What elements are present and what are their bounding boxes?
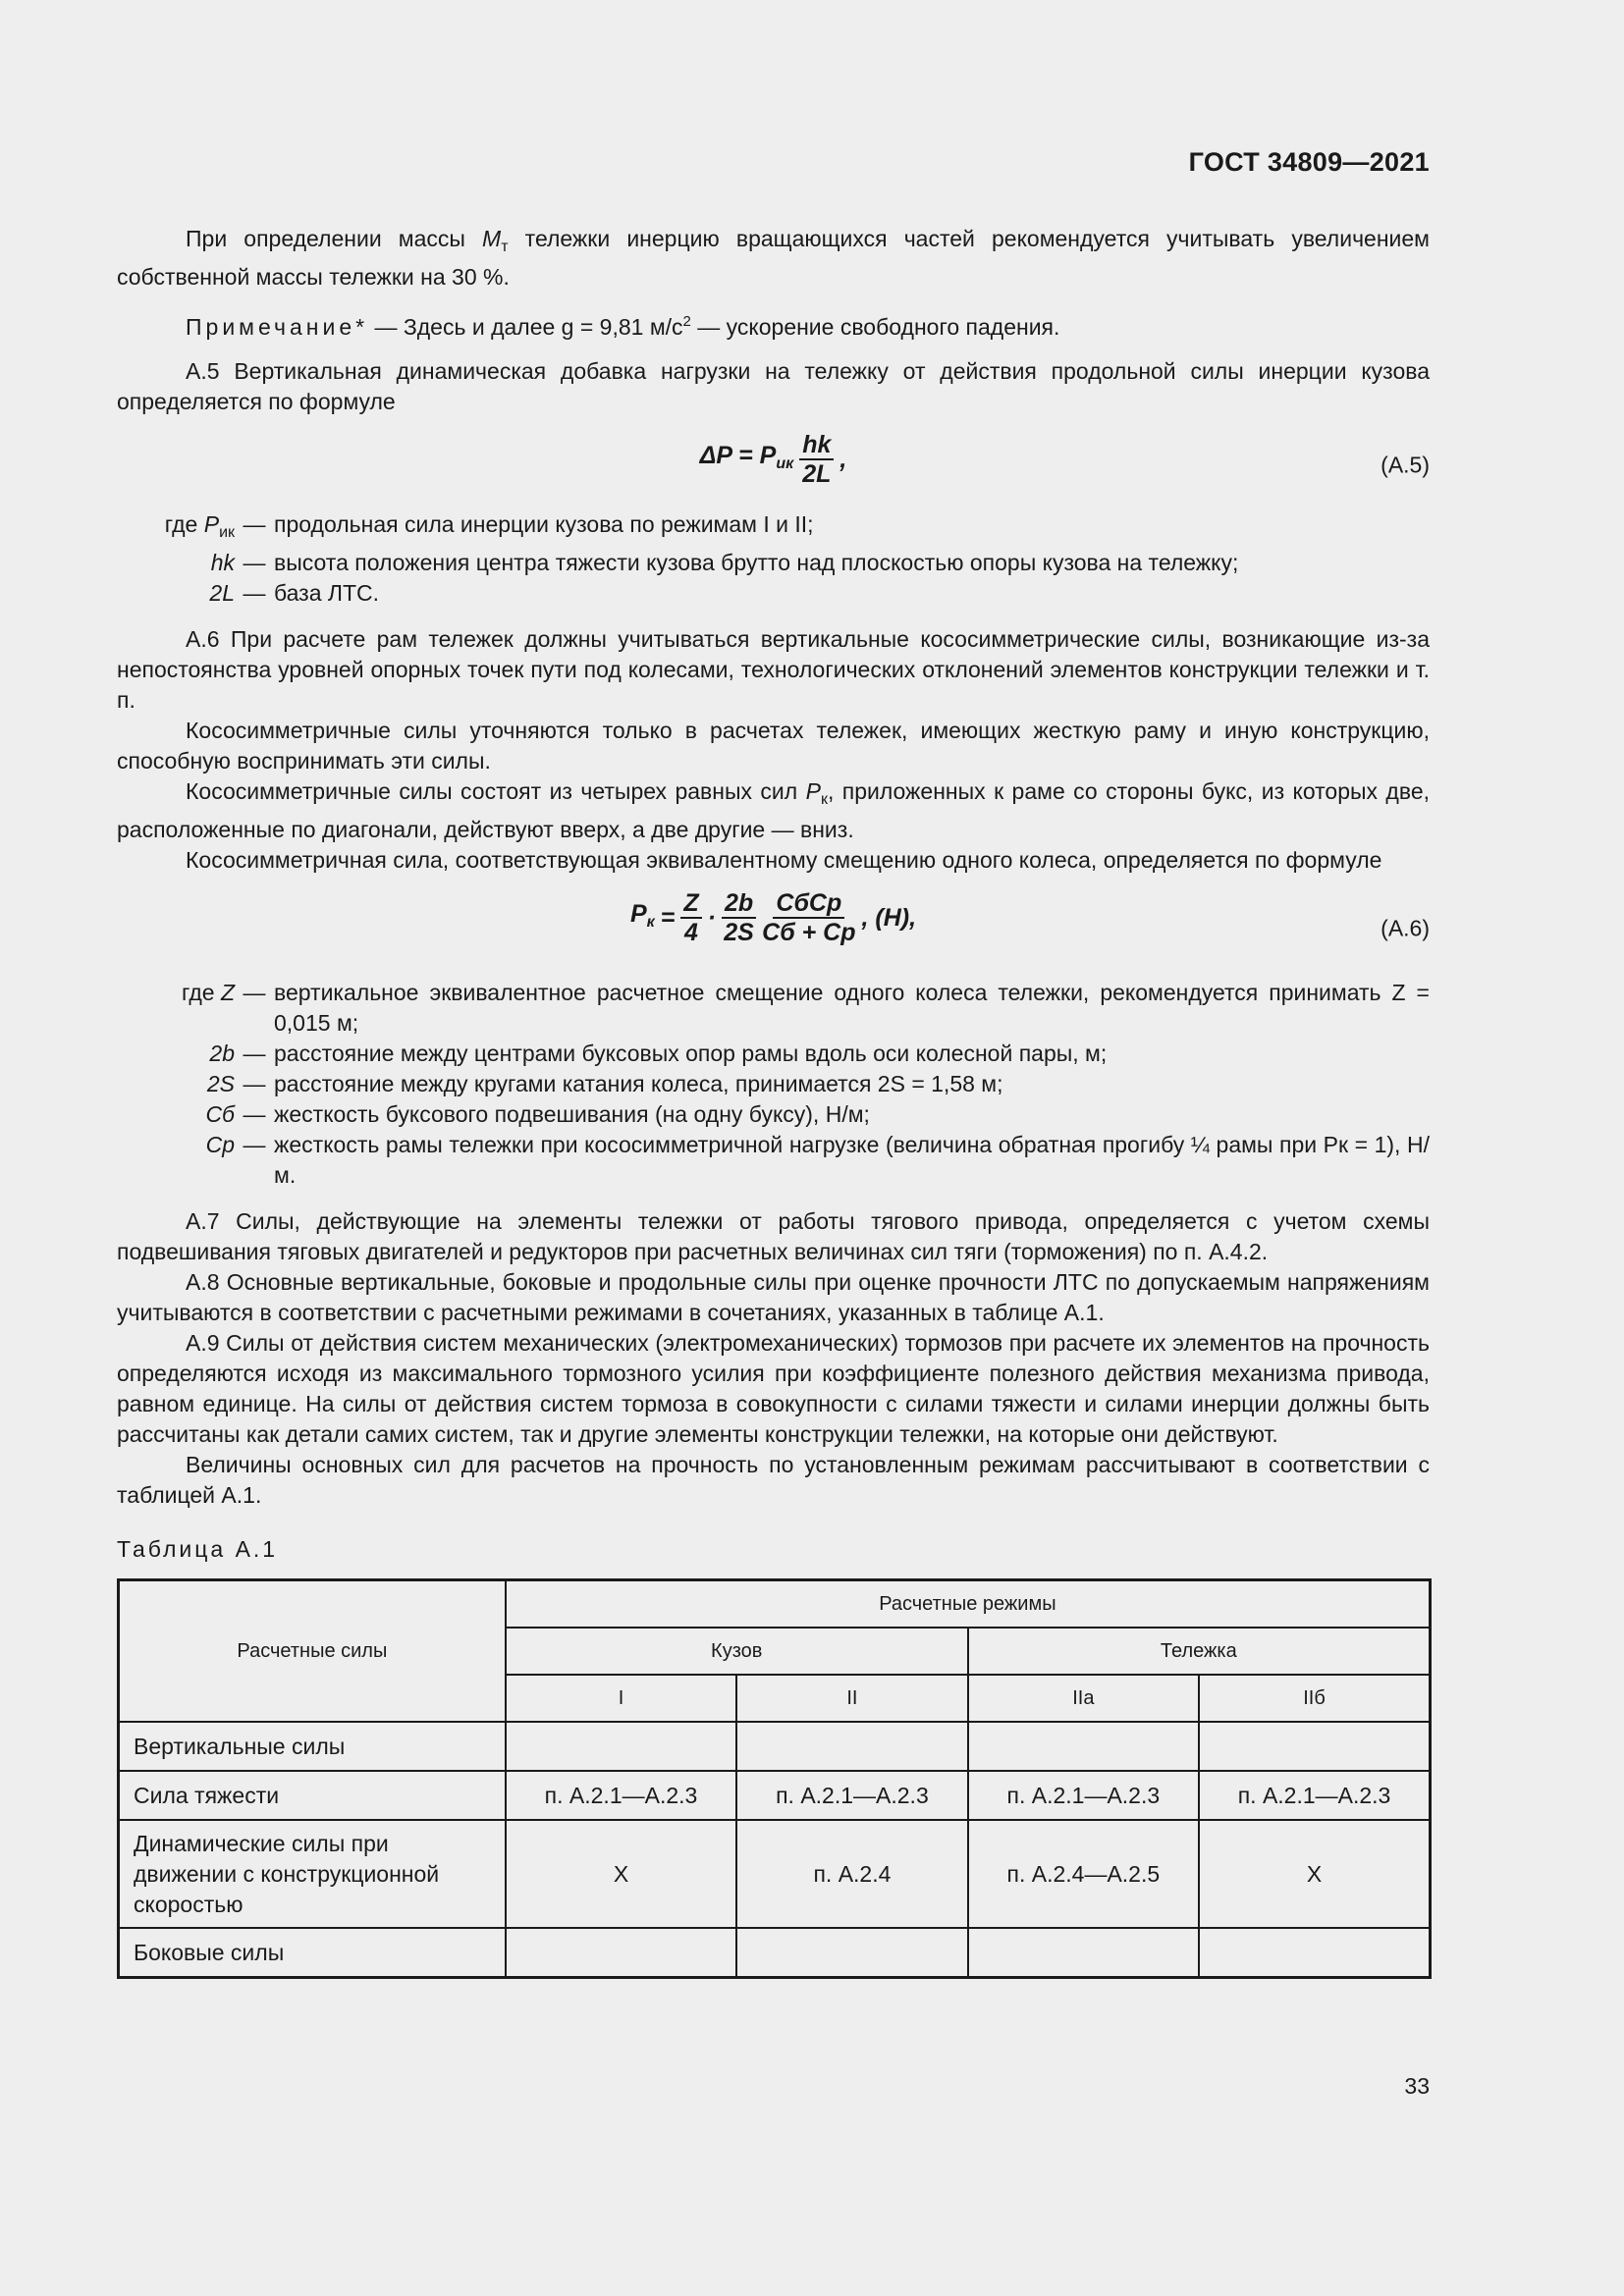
definitions-a6 [117, 978, 1430, 1191]
page-number: 33 [1404, 2073, 1430, 2099]
table-cell [736, 1722, 967, 1771]
table-caption: Таблица А.1 [117, 1536, 279, 1562]
paragraph-a6: А.6 При расчете рам тележек должны учитываться вертикальные кососимметрические силы, возникающие из-за непостоянства уровней опорных точек пути под колесами, технологических отклонений элементов конструкции тележки и т. п. [117, 626, 1430, 713]
header-bogie: Тележка [968, 1628, 1431, 1675]
paragraph-a7: А.7 Силы, действующие на элементы тележки от работы тягового привода, определяется с учетом схемы подвешивания тяговых двигателей и редукторов при расчетных величинах сил тяги (торможения) по п. А.4.2. [117, 1208, 1430, 1264]
table-cell [506, 1928, 736, 1978]
formula-a5: $\Delta P = P_{ик}$ $\frac{hk}{2L}$ , (А.5) [699, 431, 1430, 488]
row-label: Сила тяжести [119, 1771, 506, 1820]
header-mode-2a: IIa [968, 1675, 1199, 1722]
definition-row: где Z — вертикальное эквивалентное расчетное смещение одного колеса тележки, рекомендуется принимать Z = 0,015 м; [181, 980, 1430, 1036]
header-body: Кузов [506, 1628, 968, 1675]
paragraph-a5: А.5 Вертикальная динамическая добавка нагрузки на тележку от действия продольной силы инерции кузова определяется по формуле [117, 358, 1430, 414]
document-id-header: ГОСТ 34809—2021 [1188, 147, 1430, 177]
table-cell [968, 1722, 1199, 1771]
formula-number-a5: (А.5) [1380, 452, 1430, 478]
paragraph-a9-b: Величины основных сил для расчетов на прочность по установленным режимам рассчитывают в соответствии с таблицей А.1. [117, 1452, 1430, 1508]
row-label: Динамические силы при движении с конструкционной скоростью [119, 1820, 506, 1928]
paragraph-a6-d: Кососимметричная сила, соответствующая эквивалентному смещению одного колеса, определяется по формуле [186, 847, 1382, 873]
table-cell: Х [1199, 1820, 1430, 1928]
header-mode-2: II [736, 1675, 967, 1722]
table-cell: п. А.2.1—А.2.3 [1199, 1771, 1430, 1820]
table-cell: Х [506, 1820, 736, 1928]
definition-row: 2L — база ЛТС. [209, 580, 380, 606]
header-modes: Расчетные режимы [506, 1580, 1431, 1629]
definition-row: Cp — жесткость рамы тележки при кососимметричной нагрузке (величина обратная прогибу ¼ рамы при Pк = 1), Н/м. [205, 1132, 1430, 1188]
table-row [119, 1722, 1431, 1771]
table-cell: п. А.2.4—А.2.5 [968, 1820, 1199, 1928]
table-row [119, 1771, 1431, 1820]
table-cell: п. А.2.4 [736, 1820, 967, 1928]
definition-row: Cб — жесткость буксового подвешивания (на одну буксу), Н/м; [205, 1101, 870, 1127]
definition-row: 2S — расстояние между кругами катания колеса, принимается 2S = 1,58 м; [206, 1071, 1003, 1096]
page-content [117, 224, 1430, 1979]
definition-row: где $P_{ик}$ — продольная сила инерции кузова по режимам I и II; [164, 511, 814, 541]
row-label: Вертикальные силы [119, 1722, 506, 1771]
table-cell: п. А.2.1—А.2.3 [968, 1771, 1199, 1820]
paragraph-mass-note: При определении массы $M_т$ тележки инерцию вращающихся частей рекомендуется учитывать увеличением собственной массы тележки на 30 %. [117, 226, 1430, 290]
definition-row: hk — высота положения центра тяжести кузова брутто над плоскостью опоры кузова на тележку; [210, 550, 1239, 575]
fraction-stiffness: $\frac{\text{CбCp}}{Cб + Cp}$ [762, 889, 856, 946]
formula-number-a6: (А.6) [1380, 915, 1430, 941]
formula-a6: $P_к$ = $\frac{Z}{4}$ · $\frac{2b}{2S}$ $\frac{\text{CбCp}}{Cб + Cp}$ , (Н), (А.6) [629, 889, 1430, 946]
table-cell [506, 1722, 736, 1771]
paragraph-a6-b: Кососимметричные силы уточняются только в расчетах тележек, имеющих жесткую раму и иную конструкцию, способную воспринимать эти силы. [117, 718, 1430, 774]
fraction-2b-2s: $\frac{2b}{2S}$ [722, 889, 756, 946]
table-cell [1199, 1722, 1430, 1771]
paragraph-a9: А.9 Силы от действия систем механических (электромеханических) тормозов при расчете их элементов на прочность определяются исходя из максимального тормозного усилия при коэффициенте полезного действия механизма привода, равном единице. На силы от действия систем тормоза в совокупности с силами тяжести и силами инерции должны быть рассчитаны как детали самих систем, так и другие элементы конструкции тележки, на которые они действуют. [117, 1330, 1430, 1447]
paragraph-a6-c: Кососимметричные силы состоят из четырех равных сил $P_к$, приложенных к раме со стороны букс, из которых две, расположенные по диагонали, действуют вверх, а две другие — вниз. [117, 778, 1430, 842]
header-mode-2b: IIб [1199, 1675, 1430, 1722]
table-cell: п. А.2.1—А.2.3 [736, 1771, 967, 1820]
header-mode-1: I [506, 1675, 736, 1722]
paragraph-a8: А.8 Основные вертикальные, боковые и продольные силы при оценке прочности ЛТС по допускаемым напряжениям учитываются в соответствии с расчетными режимами в сочетаниях, указанных в таблице А.1. [117, 1269, 1430, 1325]
table-row [119, 1928, 1431, 1978]
header-forces: Расчетные силы [119, 1580, 506, 1723]
table-row [119, 1820, 1431, 1928]
table-cell [968, 1928, 1199, 1978]
fraction-hk-2l: $\frac{hk}{2L}$ [799, 431, 834, 488]
row-label: Боковые силы [119, 1928, 506, 1978]
definitions-a5 [117, 509, 1430, 609]
definition-row: 2b — расстояние между центрами буксовых опор рамы вдоль оси колесной пары, м; [209, 1041, 1108, 1066]
fraction-z-4: $\frac{Z}{4}$ [680, 889, 701, 946]
table-cell: п. А.2.1—А.2.3 [506, 1771, 736, 1820]
paragraph-note: Примечание* — Здесь и далее g = 9,81 $м/с^2$ — ускорение свободного падения. [186, 313, 1060, 340]
table-cell [736, 1928, 967, 1978]
table-cell [1199, 1928, 1430, 1978]
forces-table [117, 1578, 1432, 1979]
